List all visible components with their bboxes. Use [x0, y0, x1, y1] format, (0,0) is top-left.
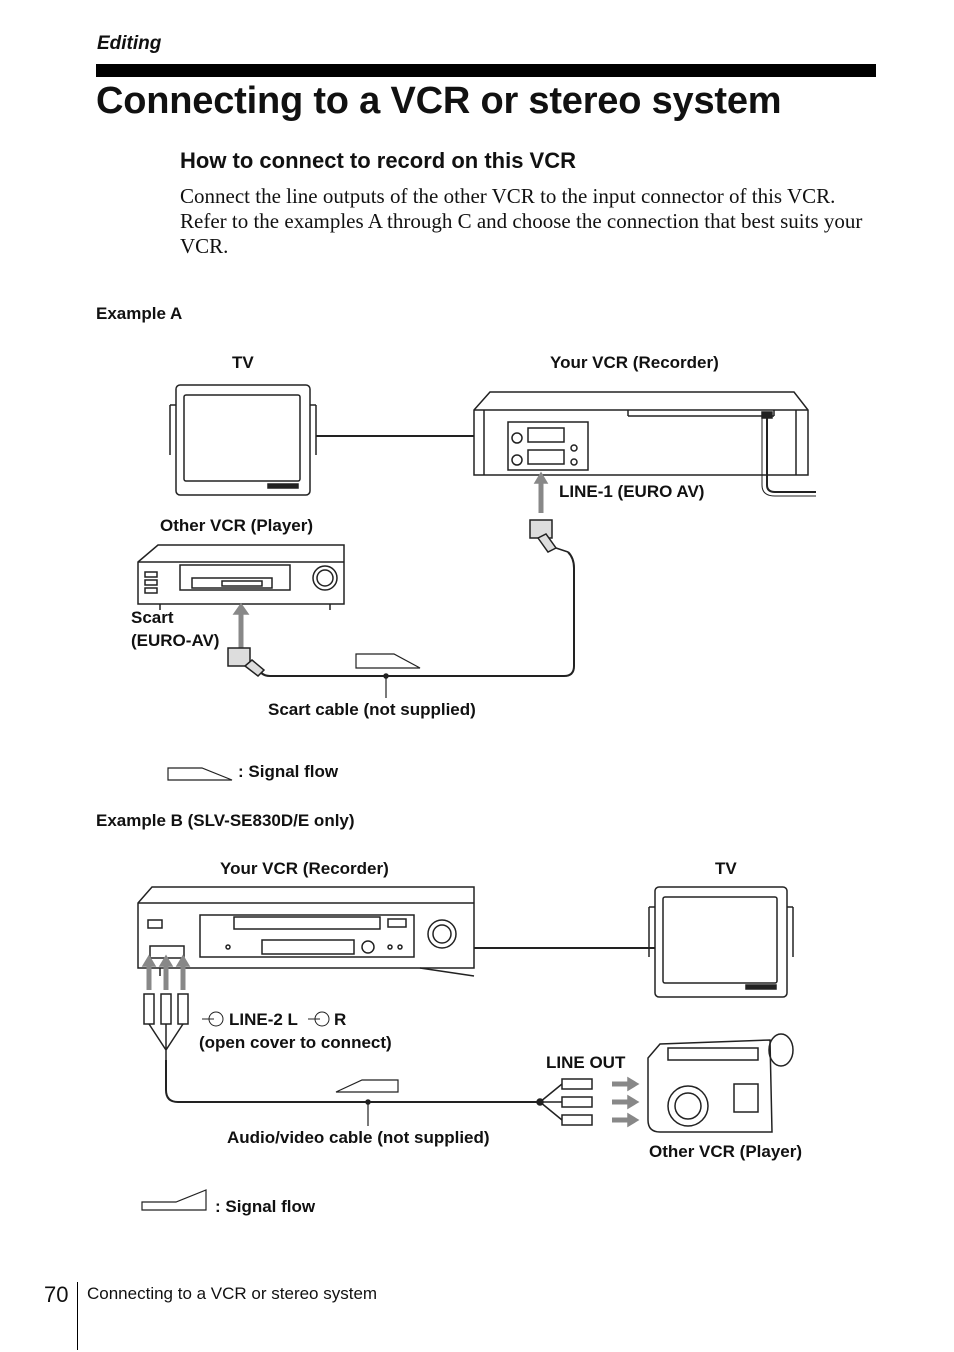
example-a-heading: Example A: [96, 304, 183, 323]
intro-paragraph: Connect the line outputs of the other VCR to the input connector of this VCR. Refer to the examples A through C and choose the connection that best suits your VCR.: [180, 184, 863, 258]
line1-label: LINE-1 (EURO AV): [559, 482, 705, 501]
subheading: How to connect to record on this VCR: [180, 148, 577, 173]
recorder-b-illustration: [138, 887, 474, 976]
page-number: 70: [44, 1282, 69, 1307]
tv-a-label: TV: [232, 353, 254, 372]
signal-flow-legend-b: : Signal flow: [215, 1197, 316, 1216]
section-label: Editing: [97, 33, 162, 54]
recorder-b-label: Your VCR (Recorder): [220, 859, 389, 878]
player-a-label: Other VCR (Player): [160, 516, 314, 535]
footer-divider: [77, 1282, 78, 1350]
line2-right-label: R: [334, 1010, 347, 1029]
recorder-a-label: Your VCR (Recorder): [550, 353, 719, 372]
player-a-illustration: [138, 545, 344, 610]
scart-plug-player: [228, 604, 264, 676]
signal-flow-legend-a: : Signal flow: [238, 762, 339, 781]
scart-cable-label: Scart cable (not supplied): [268, 700, 476, 719]
recorder-a-illustration: [474, 392, 816, 496]
tv-a-illustration: [170, 385, 316, 495]
camcorder-illustration: [648, 1034, 793, 1132]
page-title: Connecting to a VCR or stereo system: [96, 80, 782, 122]
line-out-label: LINE OUT: [546, 1053, 626, 1072]
scart-label: Scart: [131, 608, 174, 627]
av-cable-label: Audio/video cable (not supplied): [227, 1128, 490, 1147]
example-b-heading: Example B (SLV-SE830D/E only): [96, 811, 355, 830]
player-b-label: Other VCR (Player): [649, 1142, 803, 1161]
running-title: Connecting to a VCR or stereo system: [87, 1284, 378, 1303]
tv-b-illustration: [649, 887, 793, 997]
line2-label: LINE-2 L: [229, 1010, 298, 1029]
scart-sub-label: (EURO-AV): [131, 631, 220, 650]
tv-b-label: TV: [715, 859, 737, 878]
line2-note: (open cover to connect): [199, 1033, 392, 1052]
